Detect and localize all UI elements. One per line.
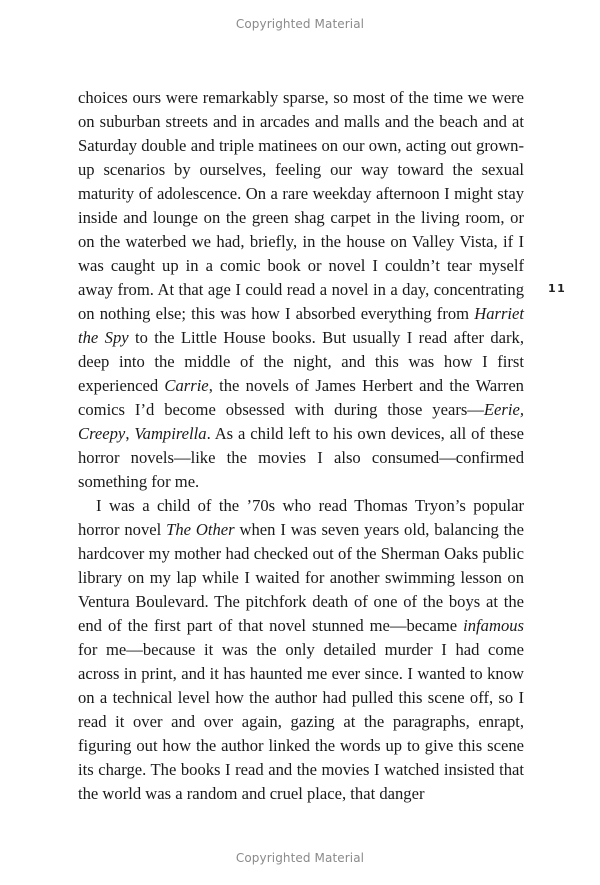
paragraph-2 [78, 494, 524, 806]
italic-title-text: infamous [463, 616, 524, 635]
text-run: , [125, 424, 135, 443]
italic-title-text: Eerie, Creepy [78, 400, 524, 443]
italic-title-text: Vampirella [134, 424, 207, 443]
copyright-watermark-top: Copyrighted Material [235, 17, 365, 31]
text-run: I was a child of the ’70s who read Thomas Tryon’s popular horror novel [78, 496, 524, 539]
paragraph-1 [78, 86, 524, 494]
page-body-text [78, 86, 524, 806]
italic-title-text: Carrie [164, 376, 209, 395]
text-run: for me—because it was the only detailed murder I had come across in print, and it has haunted me ever since. I wanted to know on a technical level how the author had pulled this scene off, so I read it over and over again, gazing at the paragraphs, enrapt, figuring out how the author linked the words up to give this scene its charge. The books I read and the movies I watched insisted that the world was a random and cruel place, that danger [78, 640, 524, 803]
copyright-watermark-bottom: Copyrighted Material [235, 851, 365, 865]
text-run: , the novels of James Herbert and the Warren comics I’d become obsessed with during those years— [78, 376, 524, 419]
text-run: choices ours were remarkably sparse, so most of the time we were on suburban streets and in arcades and malls and the beach and at Saturday double and triple matinees on our own, acting out grown-up scenarios by ourselves, feeling our way toward the sexual maturity of adolescence. On a rare weekday afternoon I might stay inside and lounge on the green shag carpet in the living room, or on the waterbed we had, briefly, in the house on Valley Vista, if I was caught up in a comic book or novel I couldn’t tear myself away from. At that age I could read a novel in a day, concentrating on nothing else; this was how I absorbed everything from [78, 88, 524, 323]
text-run: . As a child left to his own devices, all of these horror novels—like the movies I also consumed—confirmed something for me. [78, 424, 524, 491]
text-run: to the Little House books. But usually I read after dark, deep into the middle of the night, and this was how I first experienced [78, 328, 524, 395]
page-number: 11 [548, 282, 567, 295]
text-run: when I was seven years old, balancing the hardcover my mother had checked out of the Sherman Oaks public library on my lap while I waited for another swimming lesson on Ventura Boulevard. The pitchfork death of one of the boys at the end of the first part of that novel stunned me—became [78, 520, 524, 635]
italic-title-text: Harriet the Spy [78, 304, 524, 347]
italic-title-text: The Other [166, 520, 235, 539]
